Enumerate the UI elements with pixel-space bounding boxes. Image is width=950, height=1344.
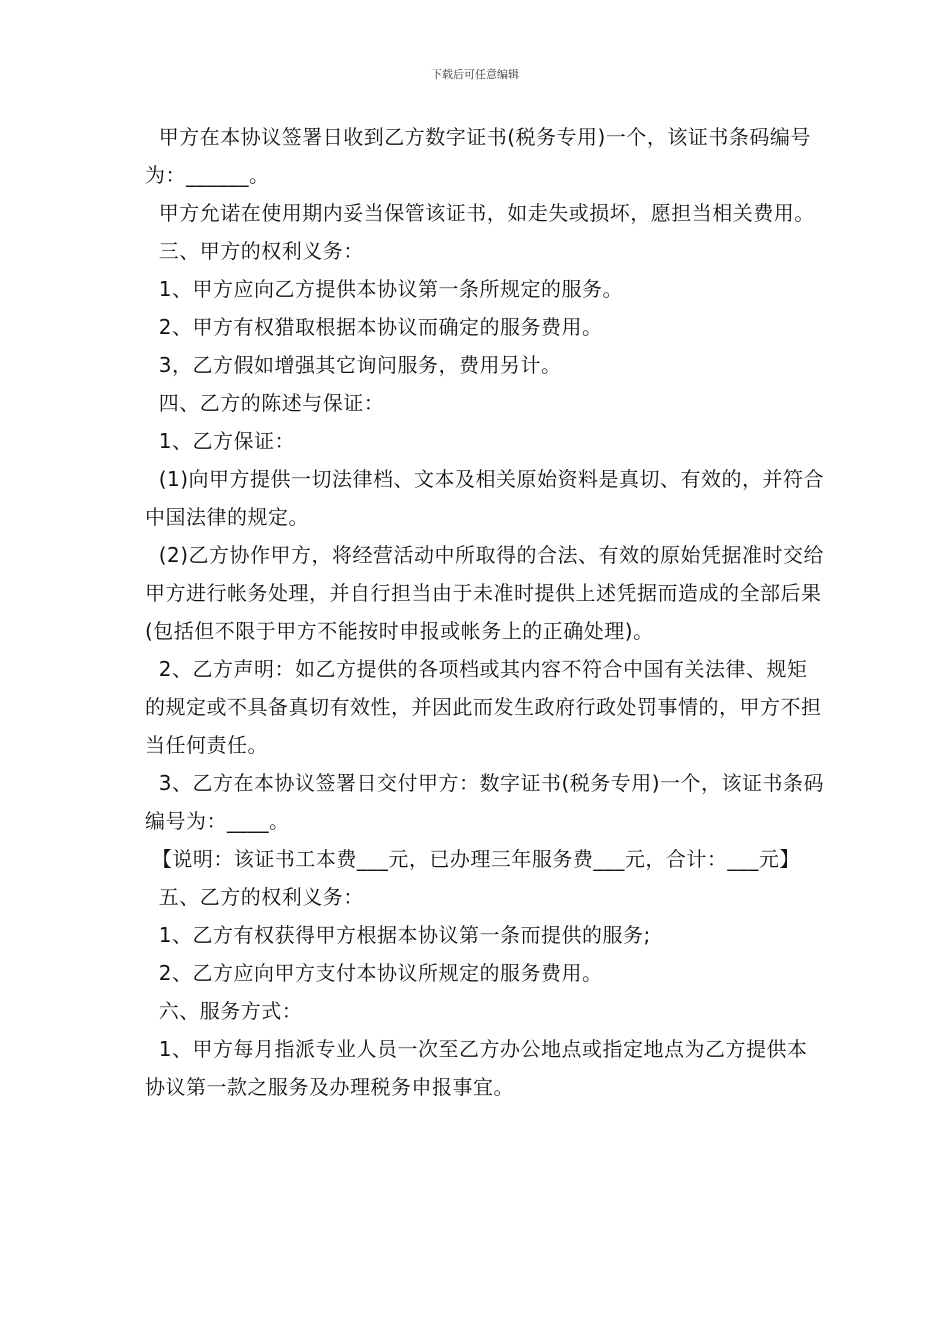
section-heading-4: 四、乙方的陈述与保证： — [145, 391, 385, 415]
page-header: 下载后可任意编辑 — [431, 68, 519, 81]
sub-item: (2)乙方协作甲方，将经营活动中所取得的合法、有效的原始凭据准时交给甲方进行帐务处理，并自行担当由于未准时提供上述凭据而造成的全部后果(包括但不限于甲方不能按时申报或帐务上的正确处理)。 — [145, 543, 825, 643]
note-paragraph: 【说明：该证书工本费___元，已办理三年服务费___元，合计：___元】 — [145, 847, 800, 871]
list-item: 1、乙方保证： — [145, 429, 295, 453]
section-heading-6: 六、服务方式： — [145, 999, 303, 1023]
paragraph-certificate-received: 甲方在本协议签署日收到乙方数字证书(税务专用)一个，该证书条码编号为：______。 — [145, 125, 811, 187]
list-item: 1、甲方每月指派专业人员一次至乙方办公地点或指定地点为乙方提供本协议第一款之服务及办理税务申报事宜。 — [145, 1037, 808, 1099]
section-heading-3: 三、甲方的权利义务： — [145, 239, 364, 263]
list-item: 2、乙方应向甲方支付本协议所规定的服务费用。 — [145, 961, 603, 985]
list-item: 1、甲方应向乙方提供本协议第一条所规定的服务。 — [145, 277, 623, 301]
list-item: 3，乙方假如增强其它询问服务，费用另计。 — [145, 353, 562, 377]
list-item: 1、乙方有权获得甲方根据本协议第一条而提供的服务; — [145, 923, 651, 947]
list-item: 2、乙方声明：如乙方提供的各项档或其内容不符合中国有关法律、规矩的规定或不具备真切有效性，并因此而发生政府行政处罚事情的，甲方不担当任何责任。 — [145, 657, 822, 757]
list-item: 3、乙方在本协议签署日交付甲方：数字证书(税务专用)一个，该证书条码编号为：____。 — [145, 771, 825, 833]
document-body — [145, 118, 825, 1106]
list-item: 2、甲方有权猎取根据本协议而确定的服务费用。 — [145, 315, 603, 339]
sub-item: (1)向甲方提供一切法律档、文本及相关原始资料是真切、有效的，并符合中国法律的规定。 — [145, 467, 825, 529]
section-heading-5: 五、乙方的权利义务： — [145, 885, 364, 909]
paragraph-certificate-custody: 甲方允诺在使用期内妥当保管该证书，如走失或损坏，愿担当相关费用。 — [145, 201, 815, 225]
